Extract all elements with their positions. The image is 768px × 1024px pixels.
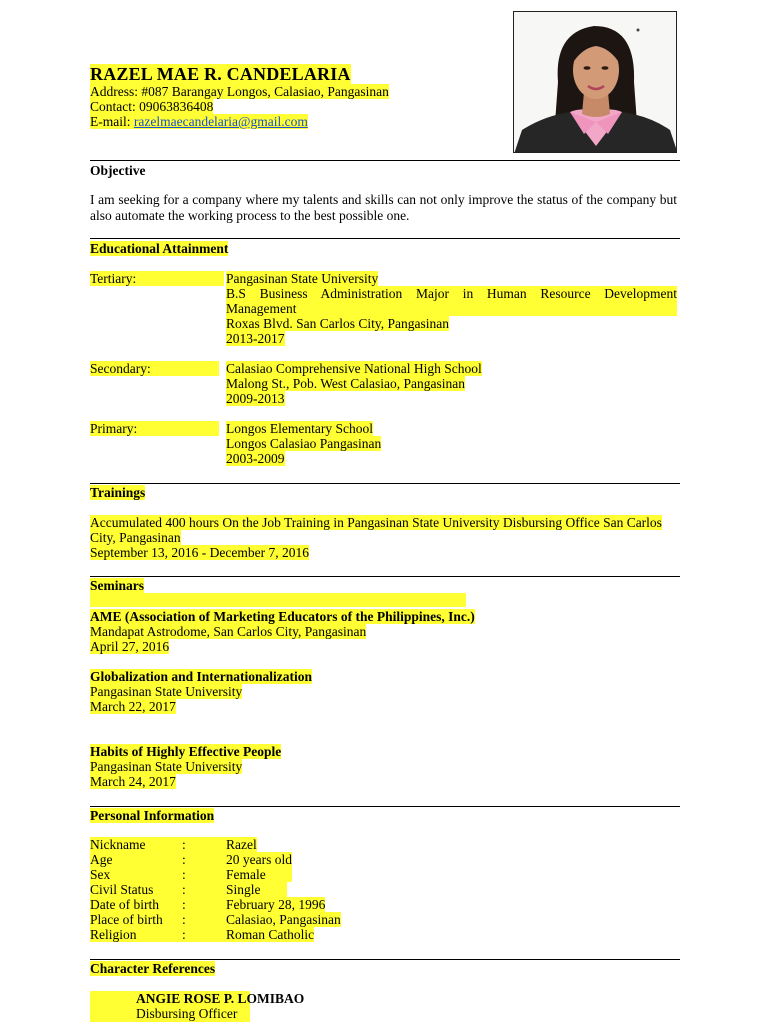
applicant-name: RAZEL MAE R. CANDELARIA bbox=[90, 64, 351, 84]
profile-photo bbox=[513, 11, 677, 153]
training-dates: September 13, 2016 - December 7, 2016 bbox=[90, 545, 309, 560]
seminar-item: Globalization and Internationalization Pangasinan State University March 22, 2017 bbox=[90, 669, 313, 714]
secondary-details: Calasiao Comprehensive National High School Malong St., Pob. West Calasiao, Pangasinan 2009-2013 bbox=[226, 361, 482, 406]
objective-heading: Objective bbox=[90, 163, 146, 178]
divider-references bbox=[90, 959, 680, 960]
divider-seminars bbox=[90, 576, 680, 577]
primary-label: Primary: bbox=[90, 421, 219, 436]
personal-heading: Personal Information bbox=[90, 808, 215, 823]
divider-education bbox=[90, 238, 680, 239]
seminar-item: AME (Association of Marketing Educators of the Philippines, Inc.) Mandapat Astrodome, San Carlos City, Pangasinan April 27, 2016 bbox=[90, 609, 475, 654]
email-line: E-mail: razelmaecandelaria@gmail.com bbox=[90, 114, 308, 129]
secondary-label: Secondary: bbox=[90, 361, 219, 376]
tertiary-label: Tertiary: bbox=[90, 271, 224, 286]
reference-item: ANGIE ROSE P. LOMIBAO Disbursing Officer bbox=[136, 991, 305, 1021]
primary-details: Longos Elementary School Longos Calasiao Pangasinan 2003-2009 bbox=[226, 421, 382, 466]
seminars-heading: Seminars bbox=[90, 578, 144, 593]
references-heading: Character References bbox=[90, 961, 216, 976]
trainings-heading: Trainings bbox=[90, 485, 146, 500]
objective-text: I am seeking for a company where my talents and skills can not only improve the status of the company but also automate the working process to the best possible one. bbox=[90, 192, 677, 223]
divider-objective bbox=[90, 160, 680, 161]
divider-personal bbox=[90, 806, 680, 807]
training-description: Accumulated 400 hours On the Job Training in Pangasinan State University Disbursing Office San Carlos City, Pangasinan bbox=[90, 515, 662, 545]
seminar-item: Habits of Highly Effective People Pangasinan State University March 24, 2017 bbox=[90, 744, 282, 789]
address-line: Address: #087 Barangay Longos, Calasiao, Pangasinan bbox=[90, 84, 389, 99]
education-heading: Educational Attainment bbox=[90, 241, 229, 256]
highlight-blank-bar bbox=[90, 593, 466, 607]
divider-trainings bbox=[90, 483, 680, 484]
email-link[interactable]: razelmaecandelaria@gmail.com bbox=[133, 114, 308, 129]
tertiary-details: Pangasinan State University B.S Business Administration Major in Human Resource Development Management Roxas Blvd. San Carlos City, Pangasinan 2013-2017 bbox=[226, 271, 677, 346]
contact-line: Contact: 09063836408 bbox=[90, 99, 214, 114]
